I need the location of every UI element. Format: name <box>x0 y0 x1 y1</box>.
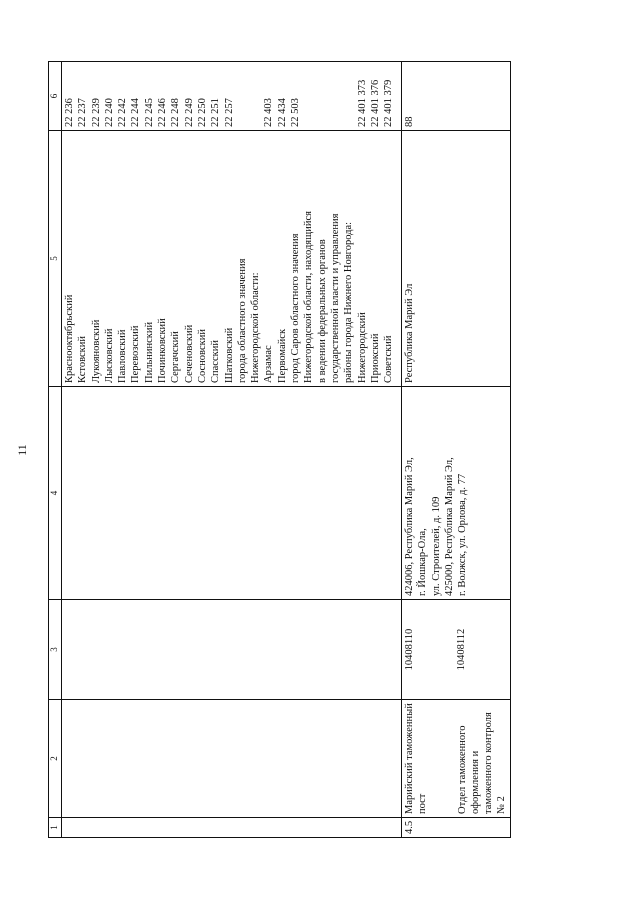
district-item: Приокский <box>369 333 381 383</box>
continued-name-cell <box>62 700 402 818</box>
district-item: в ведении федеральных органов <box>316 239 328 383</box>
post-name-cell <box>402 700 511 818</box>
district-item: Первомайск <box>276 328 288 383</box>
column-number-row <box>49 62 62 838</box>
district-code: 22 239 <box>90 98 102 127</box>
district-code <box>329 65 342 127</box>
district-item: районы города Нижнего Новгорода: <box>343 221 355 383</box>
continued-row <box>62 62 402 838</box>
district-code: 22 434 <box>276 98 288 127</box>
district-code <box>249 65 262 127</box>
district-code: 22 503 <box>290 98 302 127</box>
district-item: Советский <box>383 335 395 383</box>
district-item: Нижегородской области, находящийся <box>303 211 315 383</box>
district-item: Перевозский <box>130 325 142 383</box>
district-item: Пильнинский <box>143 321 155 383</box>
district-item: государственной власти и управления <box>329 213 341 383</box>
district-code: 22 246 <box>157 98 169 127</box>
district-code <box>342 65 355 127</box>
district-code: 22 401 379 <box>383 79 395 127</box>
district-item: города областного значения <box>236 258 248 383</box>
col-num-2: 2 <box>49 700 62 818</box>
district-item: город Саров областного значения <box>290 233 302 383</box>
page-number: 11 <box>15 444 29 456</box>
district-code-cell <box>62 62 402 131</box>
customs-table <box>48 61 511 838</box>
district-code: 22 244 <box>130 98 142 127</box>
district-code: 22 401 373 <box>356 79 368 127</box>
district-item: Починковский <box>157 318 169 383</box>
district-item: Шатковский <box>223 327 235 383</box>
district-item: Сергачский <box>170 331 182 383</box>
continued-code-cell <box>62 600 402 700</box>
district-code <box>302 65 315 127</box>
continued-address-cell <box>62 387 402 600</box>
post-address-sub: 425000, Республика Марий Эл, г. Волжск, ул. Орлова, д. 77 <box>443 457 469 596</box>
district-code: 22 236 <box>64 98 75 127</box>
col-num-3: 3 <box>49 600 62 700</box>
district-item: Сеченовский <box>183 324 195 383</box>
district-code: 22 242 <box>117 98 129 127</box>
rotated-table-container <box>48 62 508 838</box>
district-code: 22 237 <box>77 98 89 127</box>
district-code: 22 245 <box>143 98 155 127</box>
district-code: 22 251 <box>210 98 222 127</box>
region-code-cell: 88 <box>402 62 511 131</box>
district-item: Кстовский <box>77 336 89 383</box>
district-code <box>316 65 329 127</box>
district-item: Арзамас <box>263 345 275 383</box>
post-name-main: Марийский таможенный пост <box>404 703 429 814</box>
post-address-cell <box>402 387 511 600</box>
district-code: 22 250 <box>196 98 208 127</box>
post-code-cell <box>402 600 511 700</box>
district-item: Нижегородский <box>356 312 368 383</box>
post-code-sub: 10408112 <box>456 628 468 671</box>
row-number-cell: 4.5 <box>402 818 511 838</box>
district-item: Сосновский <box>196 329 208 383</box>
continued-num-cell <box>62 818 402 838</box>
post-name-sub: Отдел таможенного оформления и таможенного контроля № 2 <box>456 712 508 814</box>
table-row-4-5 <box>402 62 511 838</box>
district-code: 22 403 <box>263 98 275 127</box>
district-item: Спасский <box>210 340 222 383</box>
district-code <box>236 65 249 127</box>
district-list-cell <box>62 131 402 387</box>
col-num-6: 6 <box>49 62 62 131</box>
district-item: Краснооктябрьский <box>64 294 75 383</box>
district-item: Павловский <box>117 329 129 383</box>
district-code: 22 240 <box>103 98 115 127</box>
col-num-1: 1 <box>49 818 62 838</box>
district-code: 22 249 <box>183 98 195 127</box>
district-code: 22 248 <box>170 98 182 127</box>
district-item: Лукояновский <box>90 319 102 383</box>
district-list <box>63 134 395 383</box>
district-code: 22 257 <box>223 98 235 127</box>
col-num-5: 5 <box>49 131 62 387</box>
district-item: Лысковский <box>103 328 115 383</box>
district-item: Нижегородской области: <box>250 272 262 383</box>
col-num-4: 4 <box>49 387 62 600</box>
district-code: 22 401 376 <box>369 79 381 127</box>
district-code-list <box>63 65 395 127</box>
region-cell: Республика Марий Эл <box>402 131 511 387</box>
post-address-main: 424006, Республика Марий Эл, г. Йошкар-Ола, ул. Строителей, д. 109 <box>404 457 442 596</box>
post-code-main: 10408110 <box>404 628 415 671</box>
